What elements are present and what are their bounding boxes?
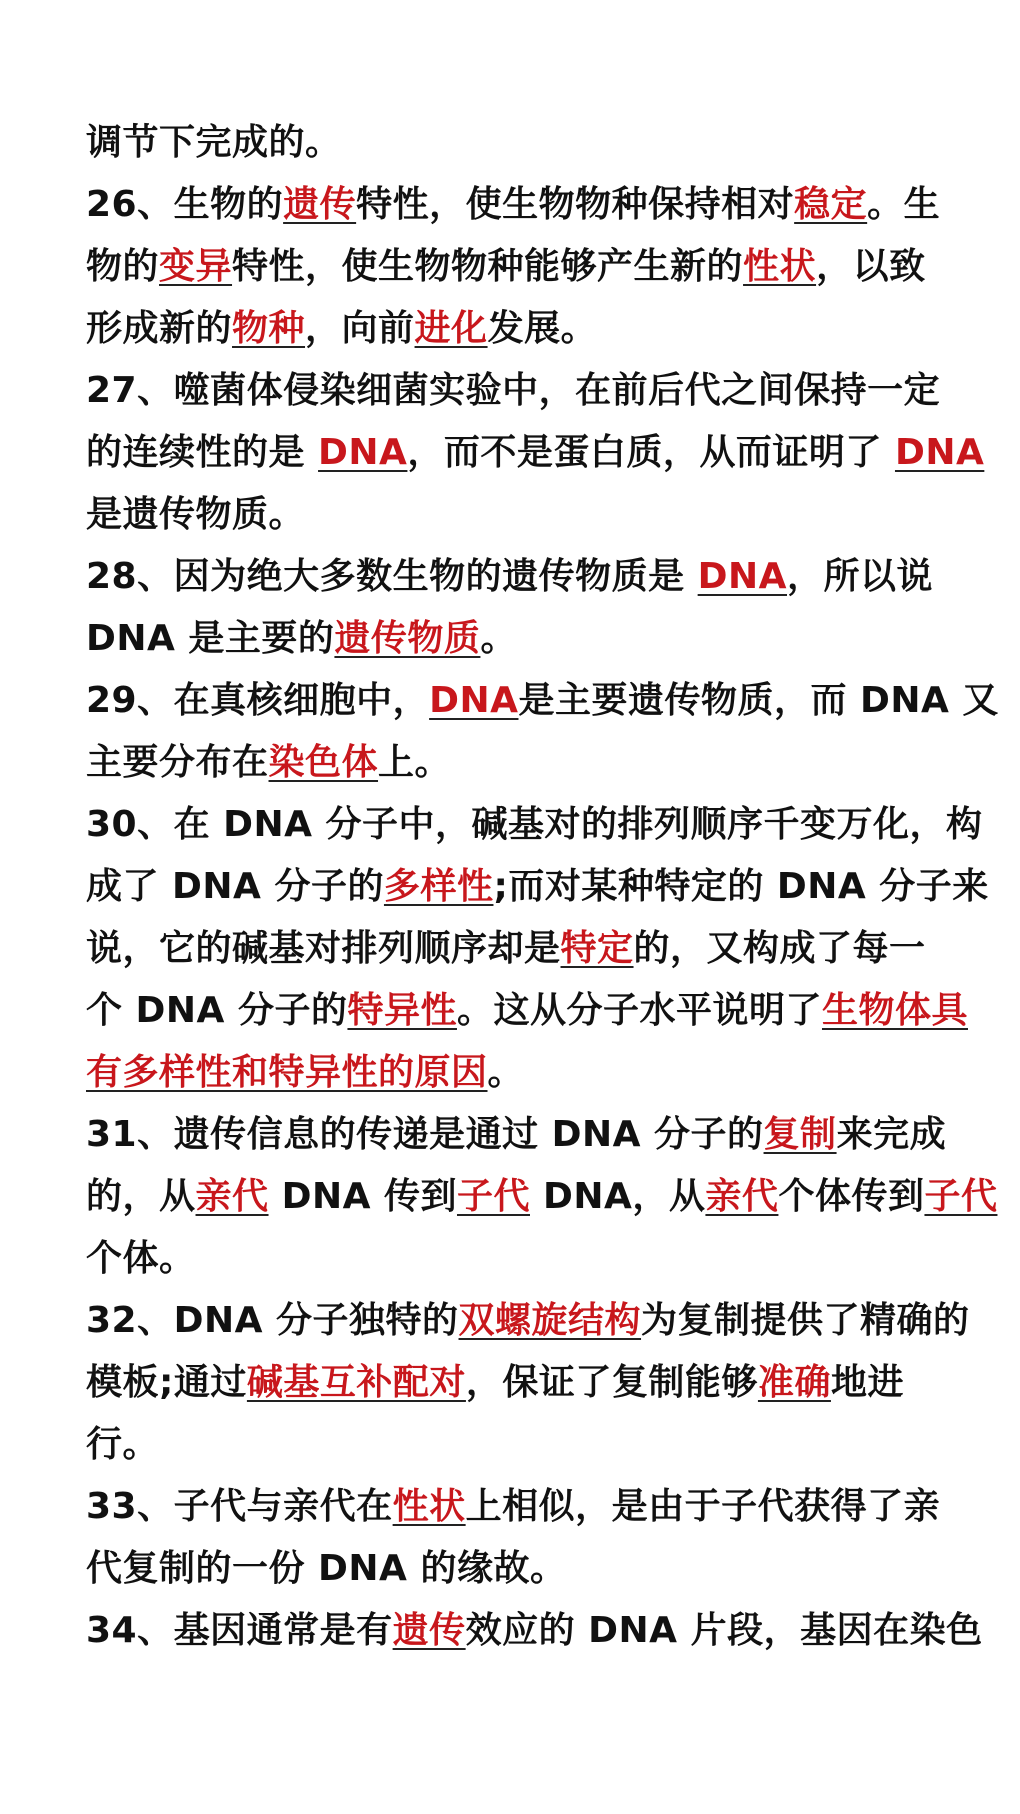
text-line (86, 422, 985, 484)
text-segment: 个体。 (86, 1238, 196, 1279)
text-segment: DNA，从 (530, 1176, 706, 1217)
text-line (86, 1538, 946, 1600)
text-segment: ，而不是蛋白质，从而证明了 (407, 432, 895, 473)
highlighted-keyword: 稳定 (794, 184, 868, 225)
text-line (86, 1476, 946, 1538)
highlighted-keyword: 遗传物质 (334, 618, 481, 659)
highlighted-keyword: 子代 (456, 1176, 530, 1217)
highlighted-keyword: 生物体具 (821, 990, 968, 1031)
highlighted-keyword: 特异性 (347, 990, 457, 1031)
text-line (86, 732, 946, 794)
text-segment: 34、基因通常是有 (86, 1610, 393, 1651)
highlighted-keyword: 双螺旋结构 (458, 1300, 642, 1341)
text-segment: 上。 (378, 742, 452, 783)
text-segment: 成了 DNA 分子的 (86, 866, 384, 907)
text-line (86, 1352, 946, 1414)
text-segment: 是遗传物质。 (86, 494, 306, 535)
text-segment: 的连续性的是 (86, 432, 319, 473)
highlighted-keyword: 遗传 (283, 184, 357, 225)
text-line (86, 174, 946, 236)
text-segment: 为复制提供了精确的 (641, 1300, 970, 1341)
highlighted-keyword: 特定 (560, 928, 634, 969)
text-segment: 28、因为绝大多数生物的遗传物质是 (86, 556, 698, 597)
highlighted-keyword: DNA (697, 556, 788, 597)
highlighted-keyword: 准确 (757, 1362, 831, 1403)
text-segment: 个体传到 (778, 1176, 925, 1217)
text-segment: ;而对某种特定的 DNA 分子来 (493, 866, 989, 907)
text-line (86, 236, 946, 298)
text-line (86, 484, 946, 546)
highlighted-keyword: 染色体 (268, 742, 379, 783)
text-segment: 物的 (86, 246, 160, 287)
text-line (86, 360, 946, 422)
text-segment: 。 (487, 1052, 525, 1093)
text-segment: 。生 (867, 184, 941, 225)
text-segment: 特性，使生物物种保持相对 (356, 184, 795, 225)
text-segment: 上相似，是由于子代获得了亲 (465, 1486, 941, 1527)
text-line (86, 980, 968, 1042)
text-segment: 效应的 DNA 片段，基因在染色 (465, 1610, 983, 1651)
highlighted-keyword: 复制 (763, 1114, 837, 1155)
text-line (86, 546, 946, 608)
text-segment: ，以致 (816, 246, 926, 287)
text-segment: 。这从分子水平说明了 (456, 990, 822, 1031)
text-line (86, 1228, 946, 1290)
text-segment: 32、DNA 分子独特的 (86, 1300, 459, 1341)
text-line (86, 1290, 970, 1352)
text-segment: ，所以说 (787, 556, 934, 597)
text-segment: 个 DNA 分子的 (86, 990, 348, 1031)
text-segment: DNA 传到 (268, 1176, 457, 1217)
text-segment: 代复制的一份 DNA 的缘故。 (86, 1548, 567, 1589)
highlighted-keyword: 遗传 (392, 1610, 466, 1651)
highlighted-keyword: 变异 (159, 246, 233, 287)
text-segment: 调节下完成的。 (86, 122, 342, 163)
highlighted-keyword: 碱基互补配对 (246, 1362, 466, 1403)
text-line (86, 856, 989, 918)
highlighted-keyword: DNA (318, 432, 408, 473)
text-segment: DNA 是主要的 (86, 618, 335, 659)
highlighted-keyword: 有多样性和特异性的原因 (86, 1052, 488, 1093)
highlighted-keyword: 进化 (414, 308, 488, 349)
text-line (86, 1600, 983, 1662)
highlighted-keyword: 子代 (924, 1176, 998, 1217)
highlighted-keyword: 性状 (743, 246, 817, 287)
text-segment: 来完成 (836, 1114, 947, 1155)
text-segment: 的，从 (86, 1176, 196, 1217)
text-segment: 形成新的 (86, 308, 233, 349)
highlighted-keyword: 亲代 (705, 1176, 779, 1217)
text-line (86, 1414, 946, 1476)
text-segment: 26、生物的 (86, 184, 284, 225)
highlighted-keyword: 多样性 (383, 866, 494, 907)
text-line (86, 794, 983, 856)
text-segment: 27、噬菌体侵染细菌实验中，在前后代之间保持一定 (86, 370, 941, 411)
text-line (86, 918, 946, 980)
text-segment: ，保证了复制能够 (465, 1362, 758, 1403)
text-line (86, 1166, 998, 1228)
highlighted-keyword: 物种 (232, 308, 306, 349)
highlighted-keyword: DNA (894, 432, 985, 473)
text-segment: 是主要遗传物质，而 DNA 又 (518, 680, 999, 721)
text-segment: 模板;通过 (86, 1362, 247, 1403)
text-segment: 说，它的碱基对排列顺序却是 (86, 928, 561, 969)
text-line (86, 112, 946, 174)
text-segment: 29、在真核细胞中， (86, 680, 430, 721)
text-segment: 33、子代与亲代在 (86, 1486, 393, 1527)
text-line (86, 1042, 946, 1104)
text-segment: 特性，使生物物种能够产生新的 (232, 246, 744, 287)
text-segment: 30、在 DNA 分子中，碱基对的排列顺序千变万化，构 (86, 804, 983, 845)
highlighted-keyword: 性状 (392, 1486, 466, 1527)
text-segment: ，向前 (305, 308, 415, 349)
text-segment: 主要分布在 (86, 742, 269, 783)
text-segment: 行。 (86, 1424, 160, 1465)
text-line (86, 298, 946, 360)
text-segment: 31、遗传信息的传递是通过 DNA 分子的 (86, 1114, 764, 1155)
text-line (86, 670, 999, 732)
highlighted-keyword: DNA (429, 680, 519, 721)
highlighted-keyword: 亲代 (195, 1176, 269, 1217)
text-line (86, 1104, 946, 1166)
text-segment: 地进 (830, 1362, 904, 1403)
text-segment: 发展。 (487, 308, 598, 349)
document-body (86, 112, 999, 1662)
text-line (86, 608, 946, 670)
text-segment: 。 (480, 618, 517, 659)
text-segment: 的，又构成了每一 (633, 928, 926, 969)
